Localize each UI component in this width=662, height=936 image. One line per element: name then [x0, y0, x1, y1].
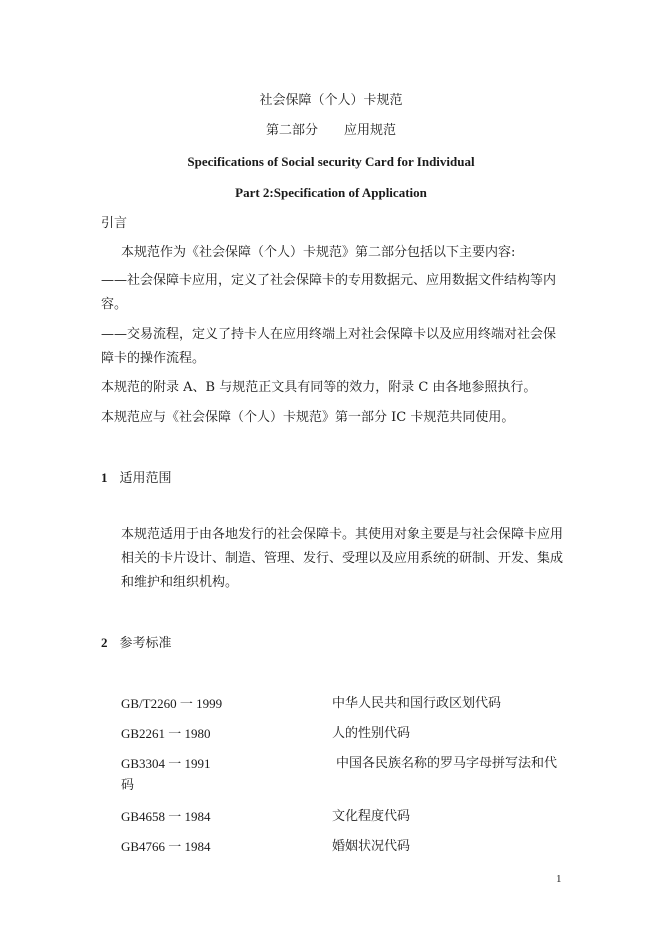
section-1-body: 本规范适用于由各地发行的社会保障卡。其使用对象主要是与社会保障卡应用相关的卡片设计、制造、管理、发行、受理以及应用系统的研制、开发、集成和维护和组织机构。 — [121, 527, 564, 590]
standard-name: 婚姻状况代码 — [332, 839, 411, 854]
subtitle-en: Part 2:Specification of Application — [235, 185, 427, 200]
standard-name-continued: 码 — [121, 778, 135, 793]
section-2-number: 2 — [101, 635, 108, 650]
standard-code: GB4658 一 1984 — [121, 809, 211, 824]
standard-name: 中国各民族名称的罗马字母拼写法和代 — [336, 756, 558, 771]
intro-heading: 引言 — [101, 216, 128, 231]
section-2-heading — [101, 634, 172, 653]
intro-appendix: 本规范的附录 A、B 与规范正文具有同等的效力，附录 C 由各地参照执行。 — [101, 380, 537, 395]
intro-lead: 本规范作为《社会保障（个人）卡规范》第二部分包括以下主要内容: — [121, 245, 516, 260]
standard-code: GB/T2260 一 1999 — [121, 696, 223, 711]
standard-name: 文化程度代码 — [332, 809, 411, 824]
standard-name: 人的性别代码 — [332, 726, 411, 741]
standard-code: GB3304 一 1991 — [121, 756, 211, 771]
section-2-title: 参考标准 — [119, 636, 172, 651]
standard-code: GB4766 一 1984 — [121, 839, 211, 854]
standard-code: GB2261 一 1980 — [121, 726, 211, 741]
section-1-heading — [101, 469, 172, 488]
intro-usage: 本规范应与《社会保障（个人）卡规范》第一部分 IC 卡规范共同使用。 — [101, 410, 515, 425]
standard-name: 中华人民共和国行政区划代码 — [332, 696, 502, 711]
subtitle-cn: 第二部分 应用规范 — [265, 123, 396, 138]
title-en: Specifications of Social security Card for Individual — [187, 154, 475, 169]
intro-item-2: ——交易流程，定义了持卡人在应用终端上对社会保障卡以及应用终端对社会保障卡的操作流程。 — [101, 327, 557, 366]
title-cn: 社会保障（个人）卡规范 — [259, 93, 403, 108]
intro-item-1: ——社会保障卡应用，定义了社会保障卡的专用数据元、应用数据文件结构等内容。 — [101, 273, 557, 312]
section-1-title: 适用范围 — [119, 471, 172, 486]
section-1-number: 1 — [101, 470, 108, 485]
page-number: 1 — [556, 873, 562, 885]
